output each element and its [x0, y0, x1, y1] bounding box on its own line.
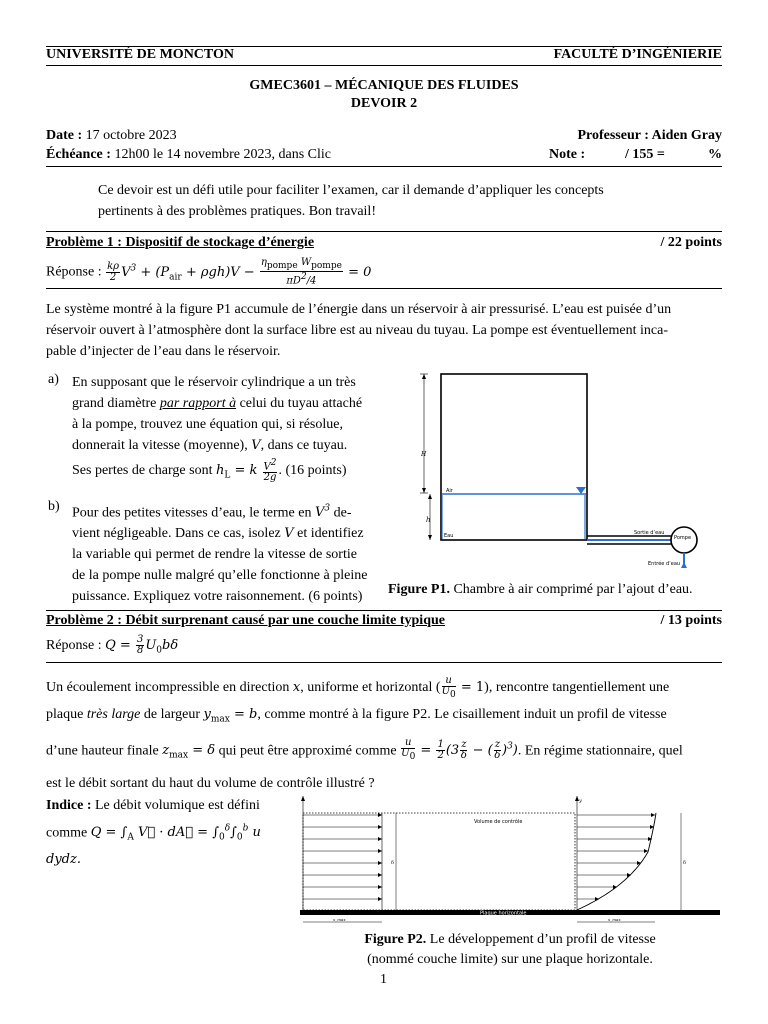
p1-points: / 22 points [660, 235, 722, 250]
p1-a-label: a) [48, 372, 59, 387]
label-xmax-right: x_max [608, 917, 621, 922]
note-label: Note : [549, 147, 586, 162]
p1-statement [46, 299, 722, 362]
figure-p2-caption-line1: Figure P2. Le développement d’un profil de vitesse [364, 932, 656, 947]
figure-p1 [408, 368, 718, 578]
note-total: / 155 = [625, 147, 665, 162]
due-line [46, 147, 331, 163]
label-plaque: Plaque horizontale [480, 910, 527, 917]
p2-answer-rule [46, 662, 722, 663]
p1-b-text [72, 499, 384, 607]
p1-text-line3: pable d’injecter de l’eau dans le réservoir. [46, 344, 281, 359]
figure-p1-caption-text: Chambre à air comprimé par l’ajout d’eau. [449, 582, 693, 597]
profile-curve [577, 813, 656, 910]
p2-title: Problème 2 : Débit surprenant causé par une couche limite typique [46, 613, 445, 628]
header-bottom-rule [46, 166, 722, 167]
p1-a-line2: grand diamètre par rapport à celui du tuyau attaché [72, 396, 363, 411]
p1-b-label: b) [48, 499, 60, 514]
p1-a-emphasis: par rapport à [159, 396, 237, 411]
note-percent: % [708, 147, 722, 162]
figure-p2-caption-line2: (nommé couche limite) sur une plaque horizontale. [367, 952, 653, 967]
p2-hint-line2: comme $Q = \int_A$ V⃗ · dA⃗ = $\int_0^\delta\int_0^b$ u dydz. [46, 824, 261, 867]
p1-b-line3: la variable qui permet de rendre la vitesse de sortie [72, 547, 357, 563]
p2-points: / 13 points [660, 613, 722, 628]
p1-answer-equation: $\frac{k\rho}{2}$ $V^3 + (P_{air} + \rho gh)V$ − $\frac{\text{ηpompe Wpompe}}{\pi D2/4}$ = 0 [107, 257, 372, 287]
figure-p2-caption [298, 930, 722, 970]
control-volume [303, 813, 575, 910]
p1-title: Problème 1 : Dispositif de stockage d’énergie [46, 235, 315, 250]
tank [441, 374, 587, 540]
professor: Professeur : Aiden Gray [577, 128, 722, 143]
uniform-velocity-arrows [303, 813, 382, 910]
p1-b-line1: Pour des petites vitesses d’eau, le terme en $V^3$ de- [72, 504, 352, 521]
figure-p2-caption-label: Figure P2. [364, 932, 427, 947]
intro-text [98, 180, 678, 222]
water-level-marker [576, 487, 586, 494]
label-pompe: Pompe [674, 535, 692, 541]
intro-line1: Ce devoir est un défi utile pour faciliter l’examen, car il demande d’appliquer les concepts [98, 183, 604, 198]
label-entree: Entrée d’eau [648, 561, 681, 567]
p1-b-line2: vient négligeable. Dans ce cas, isolez V et identifiez [72, 526, 364, 542]
label-air: Air [446, 488, 453, 494]
label-H: H [421, 451, 427, 458]
date-label: Date : [46, 128, 83, 143]
p1-a-line5: Ses pertes de charge sont $h_L = k$ $\frac{V2}{2g}$ . (16 points) [72, 458, 347, 484]
figure-p2 [298, 792, 722, 932]
label-vc: Volume de contrôle [474, 819, 523, 825]
date-value: 17 octobre 2023 [82, 128, 177, 143]
p2-answer-label: Réponse : [46, 638, 106, 653]
due-value: 12h00 le 14 novembre 2023, dans Clic [110, 147, 332, 162]
p2-hint [46, 795, 300, 870]
label-eau: Eau [444, 533, 454, 539]
p2-statement [46, 674, 722, 797]
p2-line1: Un écoulement incompressible en direction x, uniforme et horizontal ( $\frac{u}{U0}$ = 1), rencontre tangentiellement une [46, 674, 670, 700]
p2-hint-line1: Indice : Le débit volumique est défini [46, 798, 260, 813]
course-title: GMEC3601 – MÉCANIQUE DES FLUIDES [249, 78, 519, 93]
p1-a-text [72, 372, 384, 487]
page-number: 1 [380, 972, 387, 987]
label-h: h [426, 516, 431, 524]
p2-line2: plaque très large de largeur $y_{max} = b$, comme montré à la figure P2. Le cisaillement induit un profil de vitesse [46, 707, 667, 725]
p1-answer [46, 258, 371, 286]
university-name: UNIVERSITÉ DE MONCTON [46, 47, 234, 62]
p1-answer-label: Réponse : [46, 264, 106, 280]
p1-a-line1: En supposant que le réservoir cylindrique a un très [72, 375, 356, 390]
label-delta-right: δ [683, 860, 687, 866]
p2-line3: d’une hauteur finale $z_{max} = \delta$ qui peut être approximé comme $\frac{u}{U0}$ = $\frac{1}{2}$ (3 $\frac{z}{\delta}$ − ( $\frac{z}{\delta}$ )$^3$). En régime stationnaire, quel [46, 737, 683, 763]
p1-text-line2: réservoir ouvert à l’atmosphère dont la surface libre est au niveau du tuyau. La pompe est éventuellement inca- [46, 323, 668, 338]
label-xmax-left: x_max [333, 917, 346, 922]
inlet-arrow [681, 562, 687, 568]
p2-line4: est le débit sortant du haut du volume de contrôle illustré ? [46, 775, 375, 791]
profile-arrows [577, 815, 655, 899]
date-line [46, 128, 177, 144]
due-label: Échéance : [46, 147, 111, 162]
faculty-name: FACULTÉ D’INGÉNIERIE [553, 47, 722, 62]
p2-emphasis: très large [86, 707, 141, 722]
intro-line2: pertinents à des problèmes pratiques. Bon travail! [98, 204, 376, 219]
p2-hint-label: Indice : [46, 798, 92, 813]
p2-answer [46, 635, 178, 656]
p2-answer-equation: Q = $\frac{3}{8}$ $U_0b\delta$ [105, 634, 179, 656]
p1-top-rule [46, 231, 722, 232]
figure-p1-caption-label: Figure P1. [388, 582, 450, 597]
p1-answer-rule [46, 288, 722, 289]
header-rule [46, 65, 722, 66]
p2-top-rule [46, 610, 722, 611]
assignment-title: DEVOIR 2 [350, 96, 418, 111]
p1-a-line3: à la pompe, trouvez une équation qui, si résolue, [72, 417, 343, 432]
p1-a-line4: donnerait la vitesse (moyenne), V, dans ce tuyau. [72, 438, 348, 453]
p1-b-line4: de la pompe nulle malgré qu’elle fonctionne à pleine [72, 568, 368, 584]
label-sortie: Sortie d’eau [634, 530, 665, 536]
label-y: y [579, 798, 582, 804]
label-delta-left: δ [391, 860, 395, 866]
p1-text-line1: Le système montré à la figure P1 accumule de l’énergie dans un réservoir à air pressurisé. L’eau est puisée d’un [46, 302, 672, 317]
figure-p1-caption [388, 582, 693, 598]
p1-b-line5: puissance. Expliquez votre raisonnement. (6 points) [72, 589, 363, 605]
